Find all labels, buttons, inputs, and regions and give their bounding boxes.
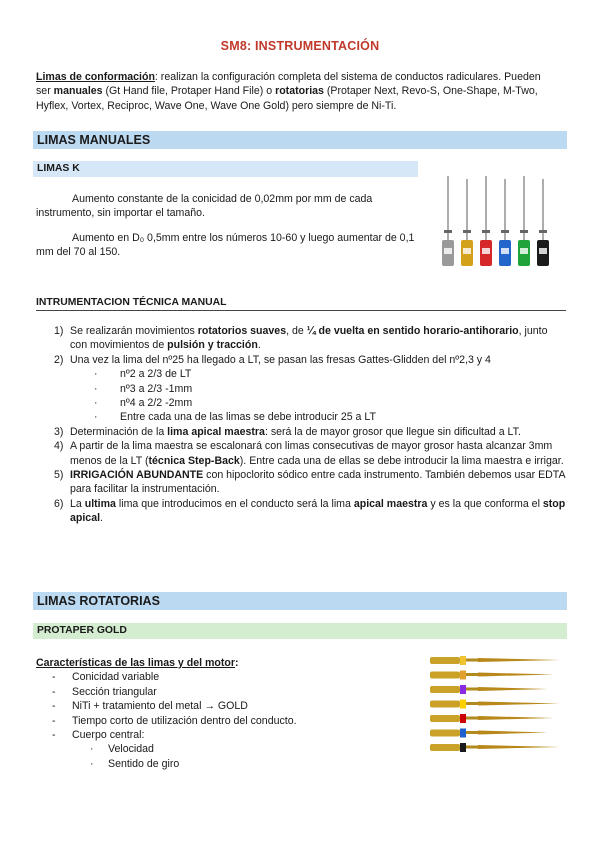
characteristics-title: Características de las limas y del motor: [36, 657, 239, 669]
protaper-file-blade [478, 731, 548, 735]
characteristics-list [36, 670, 396, 742]
protaper-file-blade [478, 687, 548, 691]
list-item: - Tiempo corto de utilización dentro del conducto. [52, 714, 297, 727]
protaper-file-blade [478, 716, 554, 720]
protaper-gold-files-image [428, 654, 568, 766]
k-file-label [539, 248, 547, 254]
protaper-file-color-ring [460, 685, 466, 694]
k-file-label [482, 248, 490, 254]
section-heading-limas-manuales: LIMAS MANUALES [33, 131, 567, 149]
k-file-stopper [501, 230, 509, 233]
protaper-file-shank [466, 731, 478, 734]
page-title: SM8: INSTRUMENTACIÓN [220, 39, 380, 53]
k-file-stopper [539, 230, 547, 233]
section-underline [36, 310, 566, 311]
protaper-file-handle [430, 657, 460, 664]
k-file-stopper [444, 230, 452, 233]
protaper-file-shank [466, 673, 478, 676]
k-file-stopper [482, 230, 490, 233]
list-item: · Sentido de giro [90, 757, 180, 770]
protaper-file-handle [430, 730, 460, 737]
list-item: - Conicidad variable [52, 671, 160, 684]
k-file-label [463, 248, 471, 254]
k-files-image [432, 168, 556, 276]
limas-k-paragraph-2: Aumento en D₀ 0,5mm entre los números 10-60 y luego aumentar de 0,1 mm del 70 al 150. [36, 231, 415, 259]
section-heading-tecnica-manual: INTRUMENTACION TÉCNICA MANUAL [36, 297, 227, 308]
step-2: 2) Una vez la lima del nº25 ha llegado a LT, se pasan las fresas Gattes-Glidden del nº2,3 y 4 · nº2 a 2/3 de LT · nº3 a 2/3 -1mm · nº4 a 2/2 -2mm · Entre cada una de las limas se debe introducir 25 a LT [36, 353, 566, 425]
step-2-sublist [70, 367, 566, 425]
protaper-file-handle [430, 715, 460, 722]
protaper-file-blade [478, 673, 554, 677]
k-file-stopper [463, 230, 471, 233]
protaper-file-color-ring [460, 671, 466, 680]
step-4: 4) A partir de la lima maestra se escalonará con limas consecutivas de mayor grosor hasta alcanzar 3mm menos de la LT (técnica Step-Back). Entre cada una de ellas se debe introducir la lima maestra e irrigar. [54, 440, 564, 467]
section-heading-limas-rotatorias: LIMAS ROTATORIAS [33, 592, 567, 610]
limas-k-paragraph-1: Aumento constante de la conicidad de 0,02mm por mm de cada instrumento, sin importar el tamaño. [36, 193, 373, 220]
protaper-file-handle [430, 744, 460, 751]
list-item: - Cuerpo central: [52, 729, 145, 742]
protaper-file-blade [478, 745, 560, 749]
k-file-label [501, 248, 509, 254]
central-body-sublist [36, 742, 396, 771]
subheading-protaper-gold: PROTAPER GOLD [33, 623, 567, 639]
protaper-file-shank [466, 702, 478, 705]
list-item: - Sección triangular [52, 685, 157, 698]
k-file-label [520, 248, 528, 254]
k-file-stopper [520, 230, 528, 233]
k-file-label [444, 248, 452, 254]
protaper-file-handle [430, 672, 460, 679]
step-6: 6) La ultima lima que introducimos en el conducto será la lima apical maestra y es la que conforma el stop apical. [54, 497, 566, 525]
protaper-file-color-ring [460, 656, 466, 665]
list-item: - NiTi + tratamiento del metal → GOLD [52, 700, 248, 713]
protaper-file-handle [430, 686, 460, 693]
limas-k-text [36, 192, 421, 260]
protaper-file-blade [478, 658, 560, 662]
list-item: · Velocidad [90, 743, 154, 756]
protaper-file-shank [466, 688, 478, 691]
list-item: · Entre cada una de las limas se debe introducir 25 a LT [94, 411, 376, 424]
step-3: 3) Determinación de la lima apical maestra: será la de mayor grosor que llegue sin dificultad a LT. [54, 425, 521, 438]
protaper-file-shank [466, 659, 478, 662]
intro-term: Limas de conformación [36, 71, 155, 83]
characteristics-block [36, 656, 396, 771]
subheading-limas-k: LIMAS K [33, 161, 418, 177]
intro-paragraph: Limas de conformación: realizan la configuración completa del sistema de conductos radiculares. Pueden ser manuales (Gt Hand file, Protaper Hand File) o rotatorias (Protaper Next, Revo-S, One-Shape, M-Two, Hyflex, Vortex, Reciproc, Wave One, Wave One Gold) pero siempre de Ni-Ti. [36, 71, 541, 112]
step-5: 5) IRRIGACIÓN ABUNDANTE con hipoclorito sódico entre cada instrumento. También debemos usar EDTA para facilitar la instrumentación. [54, 469, 565, 496]
list-item: · nº2 a 2/3 de LT [94, 368, 192, 381]
technique-steps [36, 324, 566, 526]
list-item: · nº4 a 2/2 -2mm [94, 397, 193, 410]
list-item: · nº3 a 2/3 -1mm [94, 382, 193, 395]
protaper-file-color-ring [460, 743, 466, 752]
protaper-file-blade [478, 702, 560, 706]
protaper-file-color-ring [460, 714, 466, 723]
protaper-file-shank [466, 717, 478, 720]
step-1: 1) Se realizarán movimientos rotatorios suaves, de ¼ de vuelta en sentido horario-antihorario, junto con movimientos de pulsión y tracción. [54, 325, 548, 352]
protaper-file-color-ring [460, 729, 466, 738]
protaper-file-shank [466, 746, 478, 749]
protaper-file-handle [430, 701, 460, 708]
protaper-file-color-ring [460, 700, 466, 709]
